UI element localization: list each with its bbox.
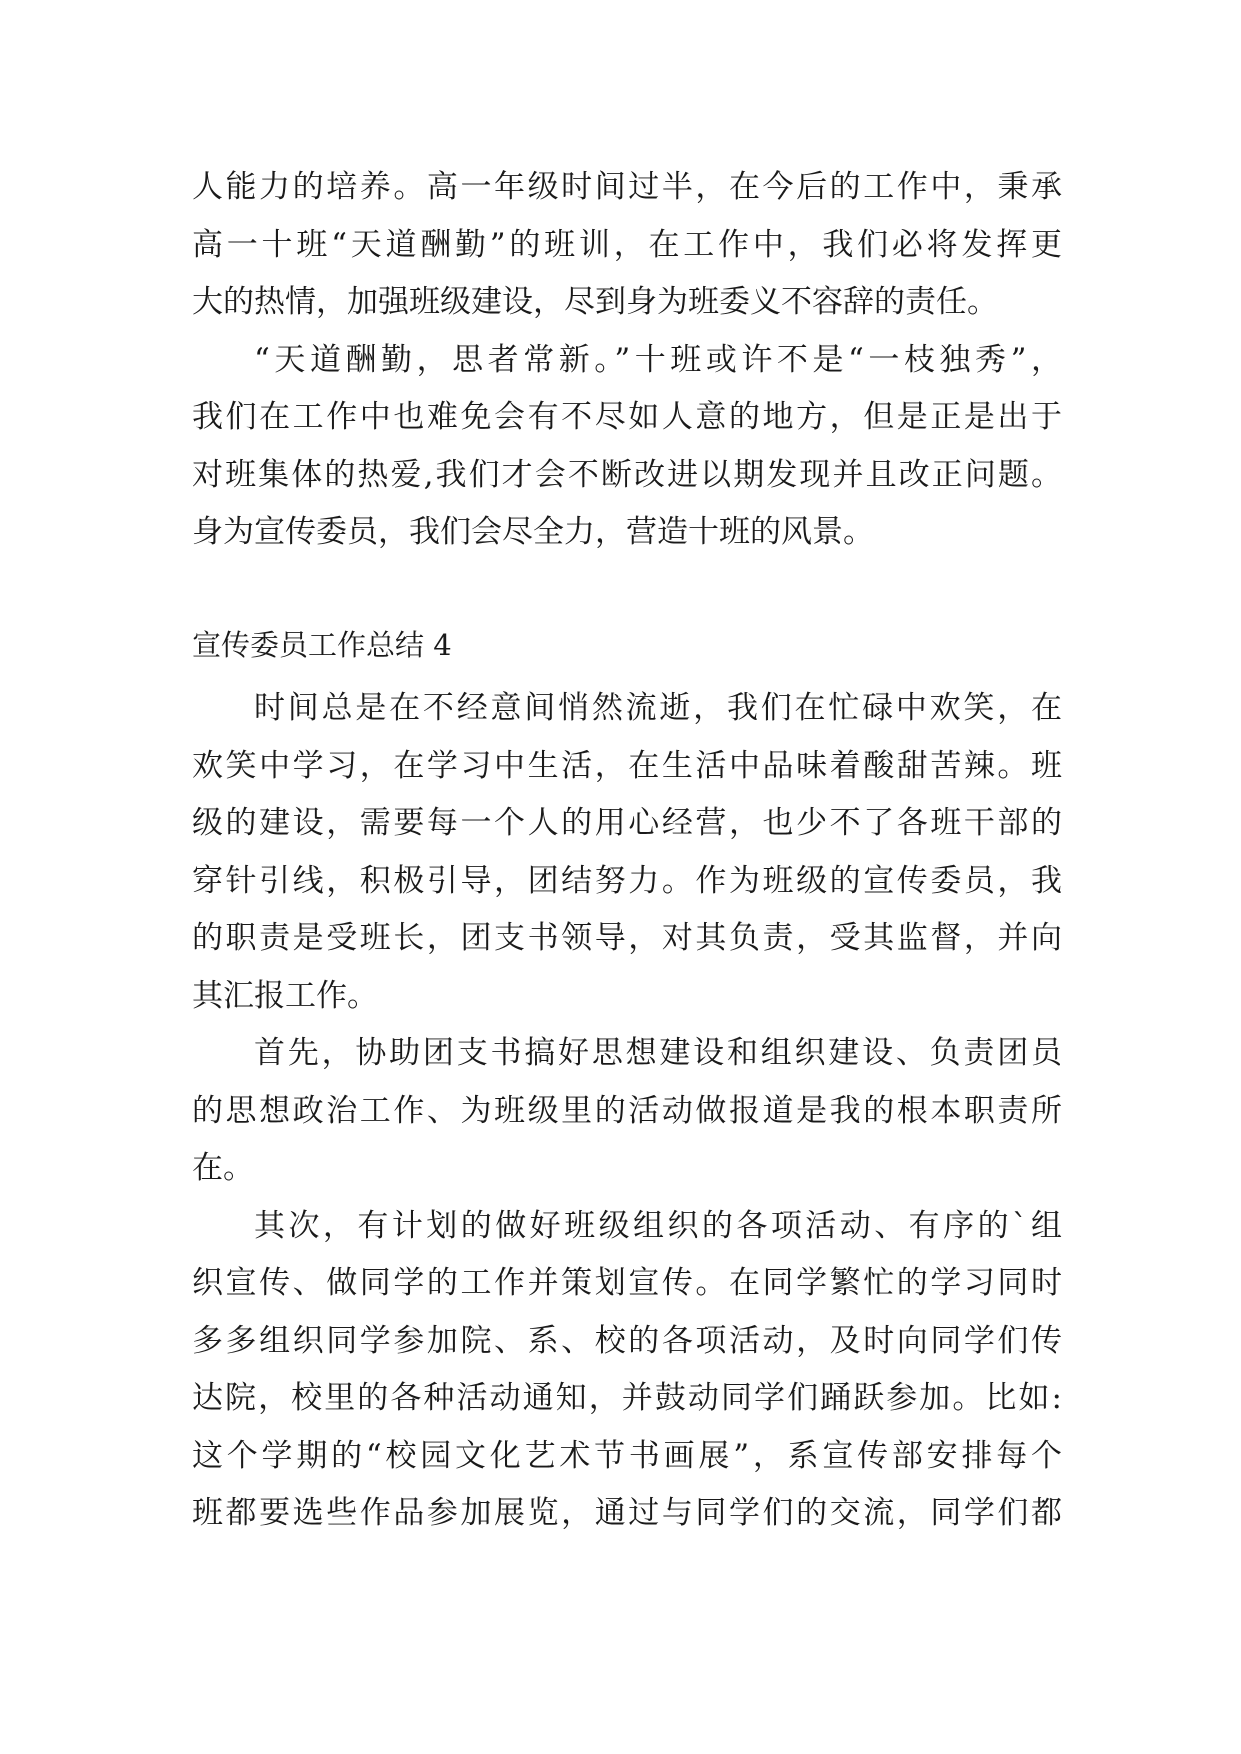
- paragraph-line: 对班集体的热爱,我们才会不断改进以期发现并且改正问题。: [192, 456, 1062, 493]
- paragraph-line: 大的热情，加强班级建设，尽到身为班委义不容辞的责任。: [192, 284, 998, 320]
- paragraph-line: 的思想政治工作、为班级里的活动做报道是我的根本职责所: [192, 1092, 1062, 1129]
- body-text-bottom: [192, 680, 1062, 1543]
- paragraph-line: 欢笑中学习，在学习中生活，在生活中品味着酸甜苦辣。班: [192, 747, 1062, 784]
- paragraph-line: 的职责是受班长，团支书领导，对其负责，受其监督，并向: [192, 920, 1062, 956]
- section-heading: 宣传委员工作总结 4: [192, 628, 452, 662]
- body-text-top: [192, 159, 1062, 562]
- paragraph-line: 多多组织同学参加院、系、校的各项活动，及时向同学们传: [192, 1322, 1062, 1359]
- paragraph-line: 达院，校里的各种活动通知，并鼓动同学们踊跃参加。比如:: [192, 1380, 1062, 1416]
- paragraph-line: 织宣传、做同学的工作并策划宣传。在同学繁忙的学习同时: [192, 1265, 1062, 1301]
- paragraph-line: 班都要选些作品参加展览，通过与同学们的交流，同学们都: [192, 1495, 1062, 1531]
- paragraph-line: 在。: [192, 1150, 254, 1186]
- paragraph-line: 其次，有计划的做好班级组织的各项活动、有序的`组: [254, 1207, 1062, 1244]
- paragraph-line: 这个学期的“校园文化艺术节书画展”，系宣传部安排每个: [192, 1437, 1062, 1474]
- paragraph-line: 高一十班“天道酬勤”的班训，在工作中，我们必将发挥更: [192, 226, 1062, 263]
- paragraph-line: 首先，协助团支书搞好思想建设和组织建设、负责团员: [254, 1035, 1062, 1071]
- paragraph-line: 穿针引线，积极引导，团结努力。作为班级的宣传委员，我: [192, 862, 1062, 899]
- paragraph-line: “天道酬勤，思者常新。”十班或许不是“一枝独秀”，: [254, 341, 1062, 378]
- paragraph-line: 人能力的培养。高一年级时间过半，在今后的工作中，秉承: [192, 169, 1062, 205]
- paragraph-line: 级的建设，需要每一个人的用心经营，也少不了各班干部的: [192, 805, 1062, 841]
- paragraph-line: 时间总是在不经意间悄然流逝，我们在忙碌中欢笑，在: [254, 690, 1062, 726]
- paragraph-line: 其汇报工作。: [192, 977, 378, 1014]
- paragraph-line: 身为宣传委员，我们会尽全力，营造十班的风景。: [192, 514, 874, 550]
- paragraph-line: 我们在工作中也难免会有不尽如人意的地方，但是正是出于: [192, 399, 1062, 435]
